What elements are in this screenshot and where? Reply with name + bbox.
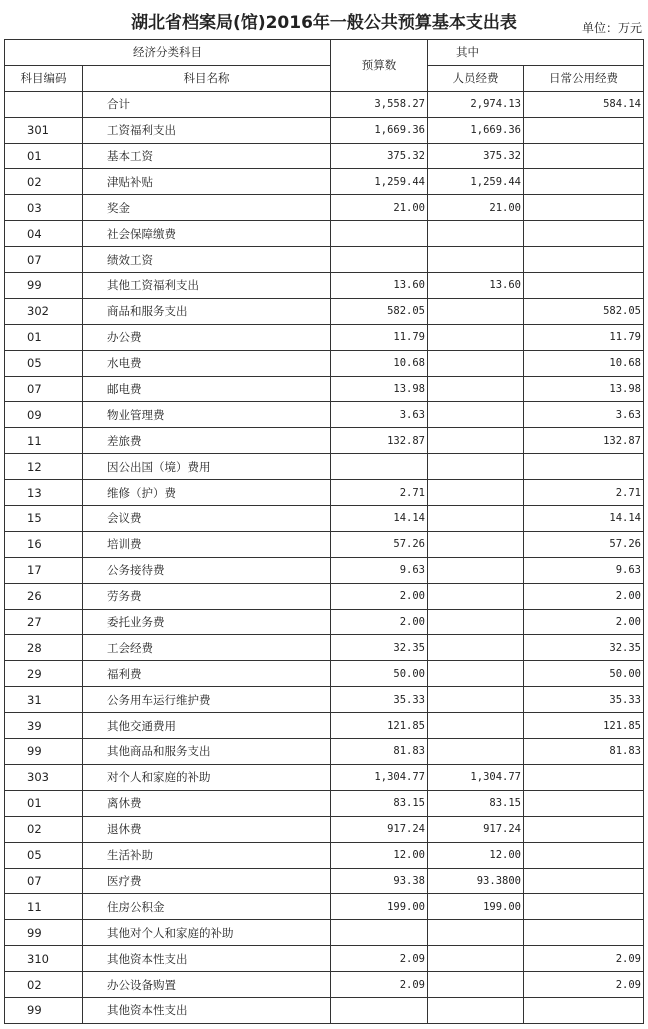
table-row — [5, 169, 644, 195]
row-name: 工会经费 — [83, 635, 331, 661]
table-row — [5, 428, 644, 454]
budget-table — [4, 39, 644, 1024]
row-personnel: 917.24 — [428, 816, 524, 842]
table-row — [5, 661, 644, 687]
row-budget: 2.09 — [331, 972, 428, 998]
row-name: 其他商品和服务支出 — [83, 739, 331, 765]
table-row — [5, 635, 644, 661]
table-row — [5, 713, 644, 739]
row-personnel — [428, 972, 524, 998]
row-personnel: 1,304.77 — [428, 764, 524, 790]
row-code: 02 — [5, 816, 83, 842]
row-public: 35.33 — [524, 687, 644, 713]
table-row — [5, 506, 644, 532]
table-row — [5, 764, 644, 790]
row-budget: 14.14 — [331, 506, 428, 532]
row-name: 津贴补贴 — [83, 169, 331, 195]
table-row — [5, 972, 644, 998]
row-personnel: 13.60 — [428, 273, 524, 299]
table-row — [5, 273, 644, 299]
row-public — [524, 764, 644, 790]
page-title: 湖北省档案局(馆)2016年一般公共预算基本支出表 — [131, 13, 517, 33]
row-name: 会议费 — [83, 506, 331, 532]
table-row — [5, 324, 644, 350]
row-budget: 121.85 — [331, 713, 428, 739]
row-budget: 2.00 — [331, 583, 428, 609]
row-name: 其他资本性支出 — [83, 946, 331, 972]
row-public: 57.26 — [524, 531, 644, 557]
row-public: 132.87 — [524, 428, 644, 454]
row-personnel — [428, 920, 524, 946]
table-header — [5, 40, 644, 92]
row-budget — [331, 454, 428, 480]
row-code: 01 — [5, 790, 83, 816]
row-budget: 32.35 — [331, 635, 428, 661]
row-code: 310 — [5, 946, 83, 972]
row-name: 住房公积金 — [83, 894, 331, 920]
row-code: 17 — [5, 557, 83, 583]
row-name: 水电费 — [83, 350, 331, 376]
row-budget — [331, 997, 428, 1023]
row-budget: 375.32 — [331, 143, 428, 169]
row-name: 公务用车运行维护费 — [83, 687, 331, 713]
row-name: 基本工资 — [83, 143, 331, 169]
row-code: 12 — [5, 454, 83, 480]
table-row — [5, 247, 644, 273]
row-public — [524, 842, 644, 868]
row-personnel — [428, 713, 524, 739]
table-row — [5, 816, 644, 842]
row-personnel: 2,974.13 — [428, 91, 524, 117]
table-body — [5, 91, 644, 1023]
table-row — [5, 480, 644, 506]
row-code: 26 — [5, 583, 83, 609]
row-budget: 21.00 — [331, 195, 428, 221]
row-public: 14.14 — [524, 506, 644, 532]
row-public: 32.35 — [524, 635, 644, 661]
unit-label: 单位：万元 — [581, 21, 642, 35]
row-budget: 582.05 — [331, 298, 428, 324]
row-code: 07 — [5, 376, 83, 402]
row-code: 01 — [5, 324, 83, 350]
row-name: 培训费 — [83, 531, 331, 557]
row-personnel — [428, 661, 524, 687]
row-budget: 13.98 — [331, 376, 428, 402]
row-personnel — [428, 247, 524, 273]
row-public: 2.00 — [524, 609, 644, 635]
row-public: 9.63 — [524, 557, 644, 583]
header-public: 日常公用经费 — [524, 65, 644, 91]
table-row — [5, 997, 644, 1023]
row-name: 其他工资福利支出 — [83, 273, 331, 299]
row-personnel — [428, 221, 524, 247]
row-name: 社会保障缴费 — [83, 221, 331, 247]
row-name: 对个人和家庭的补助 — [83, 764, 331, 790]
row-personnel: 83.15 — [428, 790, 524, 816]
row-code — [5, 91, 83, 117]
row-name: 工资福利支出 — [83, 117, 331, 143]
row-name: 劳务费 — [83, 583, 331, 609]
row-personnel — [428, 428, 524, 454]
row-personnel: 21.00 — [428, 195, 524, 221]
table-row — [5, 531, 644, 557]
row-code: 27 — [5, 609, 83, 635]
row-public: 121.85 — [524, 713, 644, 739]
row-public: 2.00 — [524, 583, 644, 609]
row-name: 商品和服务支出 — [83, 298, 331, 324]
row-name: 办公费 — [83, 324, 331, 350]
row-code: 03 — [5, 195, 83, 221]
row-budget: 1,669.36 — [331, 117, 428, 143]
row-code: 04 — [5, 221, 83, 247]
header-name: 科目名称 — [83, 65, 331, 91]
row-budget: 35.33 — [331, 687, 428, 713]
row-budget: 3.63 — [331, 402, 428, 428]
header-personnel: 人员经费 — [428, 65, 524, 91]
row-public: 10.68 — [524, 350, 644, 376]
row-code: 16 — [5, 531, 83, 557]
row-budget: 9.63 — [331, 557, 428, 583]
row-public — [524, 816, 644, 842]
row-code: 01 — [5, 143, 83, 169]
table-row — [5, 221, 644, 247]
row-code: 02 — [5, 169, 83, 195]
row-public: 2.09 — [524, 946, 644, 972]
row-personnel — [428, 635, 524, 661]
table-row — [5, 687, 644, 713]
row-public: 2.09 — [524, 972, 644, 998]
table-row — [5, 609, 644, 635]
table-row — [5, 91, 644, 117]
row-code: 11 — [5, 428, 83, 454]
table-row — [5, 454, 644, 480]
row-name: 其他资本性支出 — [83, 997, 331, 1023]
row-budget: 13.60 — [331, 273, 428, 299]
row-budget — [331, 221, 428, 247]
row-name: 奖金 — [83, 195, 331, 221]
row-personnel — [428, 531, 524, 557]
row-public — [524, 169, 644, 195]
row-budget: 917.24 — [331, 816, 428, 842]
row-budget — [331, 920, 428, 946]
row-public — [524, 195, 644, 221]
row-personnel — [428, 480, 524, 506]
row-code: 09 — [5, 402, 83, 428]
row-personnel — [428, 402, 524, 428]
row-personnel — [428, 324, 524, 350]
row-personnel: 12.00 — [428, 842, 524, 868]
row-budget: 1,259.44 — [331, 169, 428, 195]
row-personnel — [428, 583, 524, 609]
row-public: 584.14 — [524, 91, 644, 117]
row-personnel: 93.3800 — [428, 868, 524, 894]
row-personnel — [428, 997, 524, 1023]
row-code: 29 — [5, 661, 83, 687]
row-personnel — [428, 350, 524, 376]
row-public: 13.98 — [524, 376, 644, 402]
table-row — [5, 583, 644, 609]
row-public — [524, 894, 644, 920]
row-code: 07 — [5, 247, 83, 273]
row-code: 303 — [5, 764, 83, 790]
row-personnel — [428, 946, 524, 972]
table-row — [5, 195, 644, 221]
row-public — [524, 454, 644, 480]
row-name: 邮电费 — [83, 376, 331, 402]
row-budget: 2.71 — [331, 480, 428, 506]
row-personnel — [428, 376, 524, 402]
row-personnel — [428, 298, 524, 324]
row-public — [524, 143, 644, 169]
row-public — [524, 997, 644, 1023]
row-public: 50.00 — [524, 661, 644, 687]
row-public — [524, 117, 644, 143]
row-public — [524, 920, 644, 946]
row-name: 退休费 — [83, 816, 331, 842]
row-budget: 132.87 — [331, 428, 428, 454]
row-personnel: 1,669.36 — [428, 117, 524, 143]
row-budget: 2.09 — [331, 946, 428, 972]
row-budget: 1,304.77 — [331, 764, 428, 790]
row-public: 81.83 — [524, 739, 644, 765]
row-public — [524, 790, 644, 816]
table-row — [5, 298, 644, 324]
header-code: 科目编码 — [5, 65, 83, 91]
row-budget — [331, 247, 428, 273]
row-name: 绩效工资 — [83, 247, 331, 273]
row-public: 582.05 — [524, 298, 644, 324]
row-name: 离休费 — [83, 790, 331, 816]
row-public — [524, 868, 644, 894]
row-name: 医疗费 — [83, 868, 331, 894]
table-row — [5, 557, 644, 583]
row-personnel: 199.00 — [428, 894, 524, 920]
row-code: 02 — [5, 972, 83, 998]
table-row — [5, 842, 644, 868]
row-name: 物业管理费 — [83, 402, 331, 428]
row-budget: 81.83 — [331, 739, 428, 765]
row-code: 301 — [5, 117, 83, 143]
row-public: 3.63 — [524, 402, 644, 428]
row-personnel: 375.32 — [428, 143, 524, 169]
row-code: 99 — [5, 739, 83, 765]
row-budget: 3,558.27 — [331, 91, 428, 117]
row-budget: 93.38 — [331, 868, 428, 894]
row-code: 31 — [5, 687, 83, 713]
table-row — [5, 376, 644, 402]
table-row — [5, 946, 644, 972]
table-row — [5, 790, 644, 816]
row-code: 99 — [5, 273, 83, 299]
row-name: 合计 — [83, 91, 331, 117]
row-budget: 11.79 — [331, 324, 428, 350]
row-budget: 10.68 — [331, 350, 428, 376]
row-personnel — [428, 506, 524, 532]
row-personnel — [428, 557, 524, 583]
row-personnel — [428, 739, 524, 765]
header-budget: 预算数 — [331, 40, 428, 92]
table-row — [5, 920, 644, 946]
table-row — [5, 402, 644, 428]
row-public — [524, 273, 644, 299]
table-row — [5, 868, 644, 894]
row-public — [524, 221, 644, 247]
row-code: 302 — [5, 298, 83, 324]
row-code: 15 — [5, 506, 83, 532]
row-code: 13 — [5, 480, 83, 506]
row-code: 99 — [5, 997, 83, 1023]
row-name: 因公出国（境）费用 — [83, 454, 331, 480]
row-public: 2.71 — [524, 480, 644, 506]
row-name: 生活补助 — [83, 842, 331, 868]
row-personnel: 1,259.44 — [428, 169, 524, 195]
row-personnel — [428, 609, 524, 635]
row-budget: 83.15 — [331, 790, 428, 816]
row-name: 其他对个人和家庭的补助 — [83, 920, 331, 946]
row-budget: 12.00 — [331, 842, 428, 868]
row-code: 07 — [5, 868, 83, 894]
table-row — [5, 143, 644, 169]
row-public: 11.79 — [524, 324, 644, 350]
row-budget: 199.00 — [331, 894, 428, 920]
row-name: 公务接待费 — [83, 557, 331, 583]
row-code: 11 — [5, 894, 83, 920]
row-name: 其他交通费用 — [83, 713, 331, 739]
row-name: 办公设备购置 — [83, 972, 331, 998]
table-row — [5, 894, 644, 920]
row-budget: 57.26 — [331, 531, 428, 557]
row-code: 28 — [5, 635, 83, 661]
row-budget: 50.00 — [331, 661, 428, 687]
row-personnel — [428, 454, 524, 480]
row-name: 委托业务费 — [83, 609, 331, 635]
table-row — [5, 117, 644, 143]
row-code: 05 — [5, 842, 83, 868]
row-code: 05 — [5, 350, 83, 376]
row-code: 39 — [5, 713, 83, 739]
row-budget: 2.00 — [331, 609, 428, 635]
table-row — [5, 739, 644, 765]
table-row — [5, 350, 644, 376]
header-econ-category: 经济分类科目 — [5, 40, 331, 66]
header-of-which: 其中 — [428, 40, 644, 66]
row-name: 维修（护）费 — [83, 480, 331, 506]
row-personnel — [428, 687, 524, 713]
row-name: 差旅费 — [83, 428, 331, 454]
row-public — [524, 247, 644, 273]
row-name: 福利费 — [83, 661, 331, 687]
row-code: 99 — [5, 920, 83, 946]
